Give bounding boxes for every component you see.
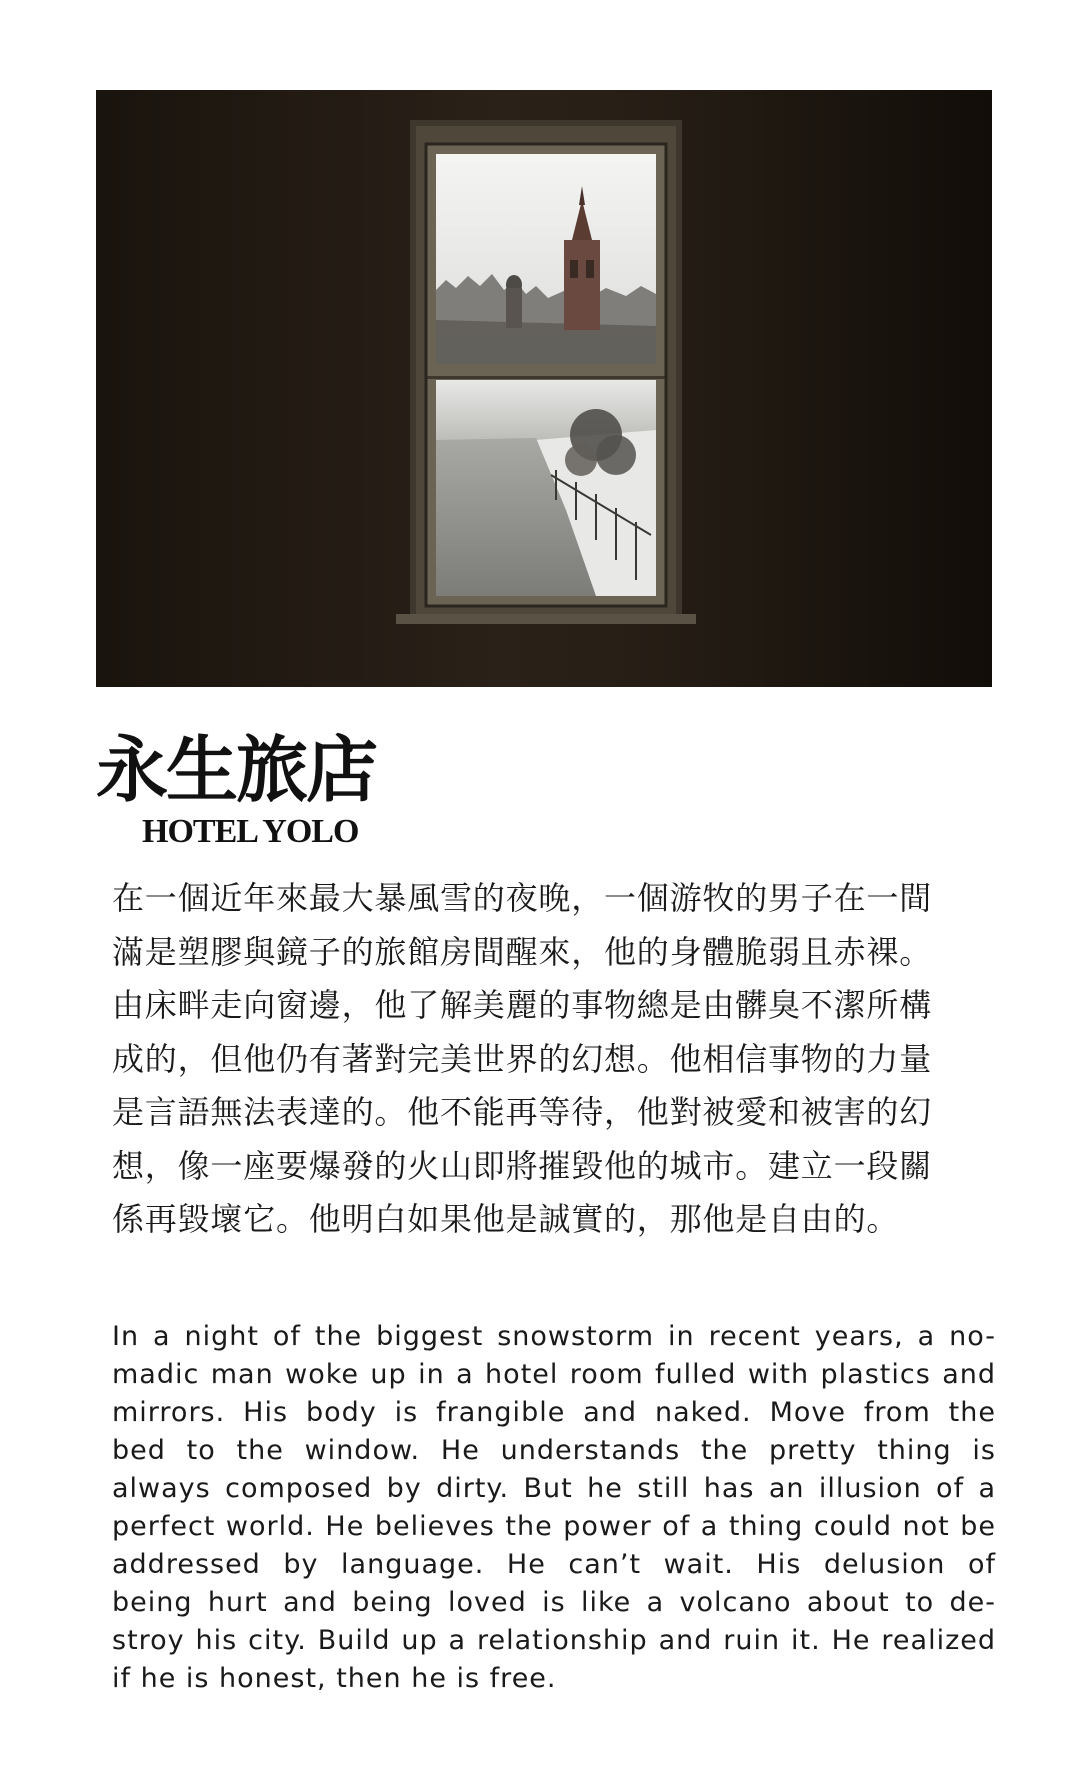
paragraph-line: 是言語無法表達的。他不能再等待，他對被愛和被害的幻	[112, 1093, 933, 1131]
paragraph-line: In a night of the biggest snowstorm in recent years, a no-	[112, 1321, 996, 1352]
paragraph-line: bed to the window. He understands the pretty thing is	[112, 1435, 996, 1466]
paragraph-line: 滿是塑膠與鏡子的旅館房間醒來，他的身體脆弱且赤裸。	[112, 932, 933, 971]
paragraph-line: being hurt and being loved is like a volcano about to de-	[112, 1587, 996, 1618]
paragraph-line: if he is honest, then he is free.	[112, 1663, 557, 1694]
title-chinese: 永生旅店	[96, 727, 377, 812]
title-english: HOTEL YOLO	[142, 813, 359, 850]
paragraph-line: perfect world. He believes the power of a thing could not be	[112, 1511, 996, 1542]
chinese-paragraph	[112, 872, 1002, 1247]
paragraph-line: always composed by dirty. But he still has an illusion of a	[112, 1473, 996, 1504]
paragraph-line: 成的，但他仍有著對完美世界的幻想。他相信事物的力量	[112, 1039, 933, 1078]
paragraph-line: 係再毀壞它。他明白如果他是誠實的，那他是自由的。	[112, 1200, 900, 1238]
paragraph-line: 由床畔走向窗邊，他了解美麗的事物總是由髒臭不潔所構	[112, 986, 933, 1024]
paragraph-line: stroy his city. Build up a relationship and ruin it. He realized	[112, 1625, 996, 1656]
english-paragraph	[112, 1318, 996, 1698]
paragraph-line: madic man woke up in a hotel room fulled with plastics and	[112, 1359, 996, 1390]
paragraph-line: 在一個近年來最大暴風雪的夜晚，一個游牧的男子在一間	[112, 879, 933, 917]
title-block	[96, 728, 376, 852]
paragraph-line: 想，像一座要爆發的火山即將摧毀他的城市。建立一段關	[112, 1146, 933, 1185]
paragraph-line: mirrors. His body is frangible and naked. Move from the	[112, 1397, 996, 1428]
paragraph-line: addressed by language. He can’t wait. His delusion of	[112, 1549, 996, 1580]
window-photo	[96, 90, 992, 687]
